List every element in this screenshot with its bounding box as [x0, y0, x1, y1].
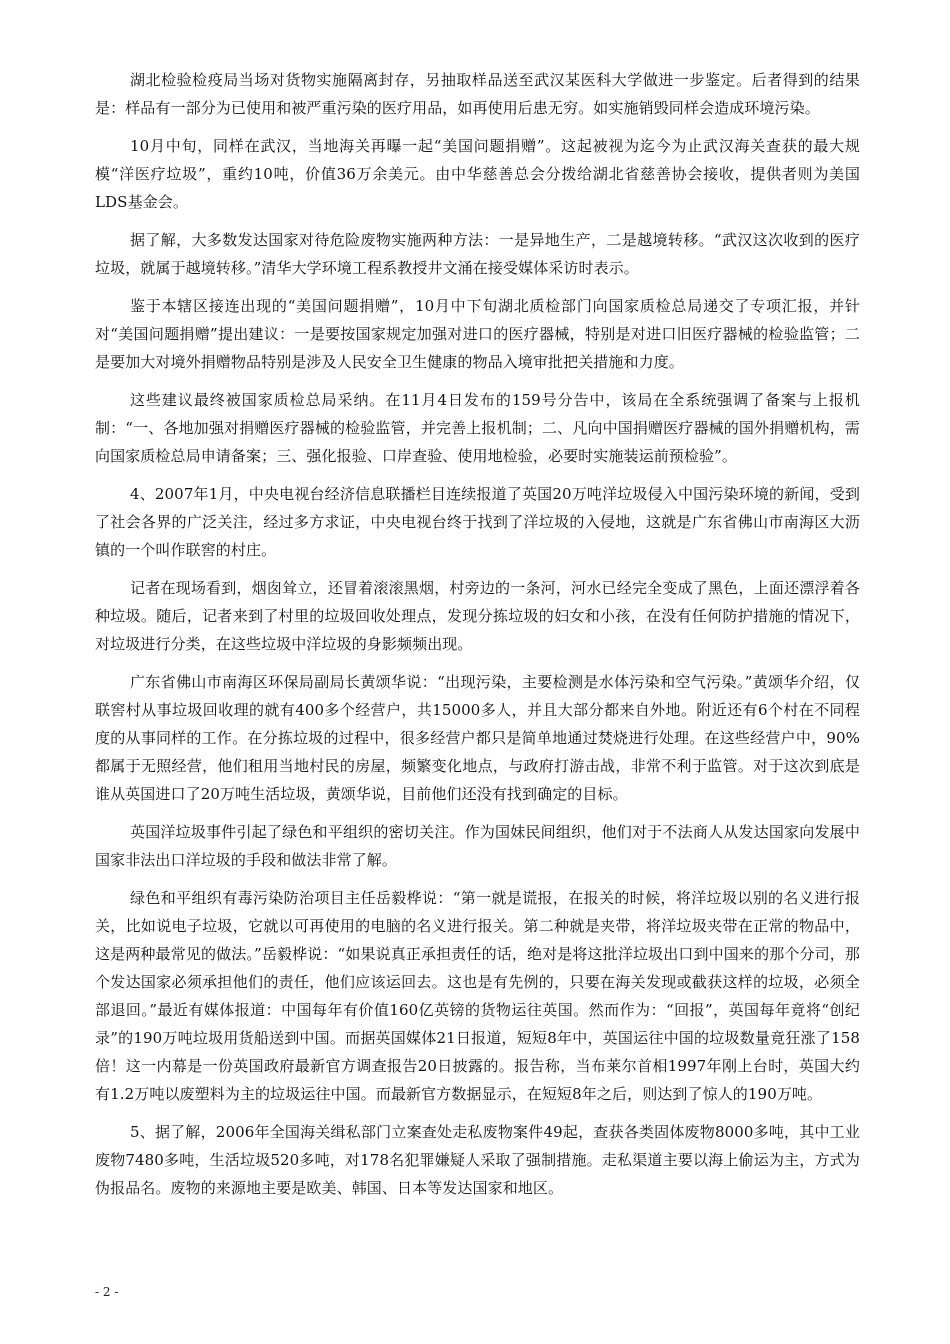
paragraph-2: 10月中旬，同样在武汉，当地海关再曝一起“美国问题捐赠”。这起被视为迄今为止武汉海关查获的最大规模“洋医疗垃圾”，重约10吨，价值36万余美元。由中华慈善总会分拨给湖北省慈善协会接收，提供者则为美国LDS基金会。	[95, 137, 860, 211]
paragraph-5: 这些建议最终被国家质检总局采纳。在11月4日发布的159号分告中，该局在全系统强调了备案与上报机制：“一、各地加强对捐赠医疗器械的检验监管，并完善上报机制；二、凡向中国捐赠医疗器械的国外捐赠机构，需向国家质检总局申请备案；三、强化报验、口岸查验、使用地检验，必要时实施装运前预检验”。	[95, 391, 860, 465]
paragraph-1: 湖北检验检疫局当场对货物实施隔离封存，另抽取样品送至武汉某医科大学做进一步鉴定。后者得到的结果是：样品有一部分为已使用和被严重污染的医疗用品，如再使用后患无穷。如实施销毁同样会造成环境污染。	[95, 71, 860, 117]
paragraph-3: 据了解，大多数发达国家对待危险废物实施两种方法：一是异地生产，二是越境转移。“武汉这次收到的医疗垃圾，就属于越境转移。”清华大学环境工程系教授井文涌在接受媒体采访时表示。	[95, 231, 860, 277]
page-number: - 2 -	[95, 1285, 119, 1299]
paragraph-9: 英国洋垃圾事件引起了绿色和平组织的密切关注。作为国妹民间组织，他们对于不法商人从发达国家向发展中国家非法出口洋垃圾的手段和做法非常了解。	[95, 823, 860, 869]
paragraph-6: 4、2007年1月，中央电视台经济信息联播栏目连续报道了英国20万吨洋垃圾侵入中国污染环境的新闻，受到了社会各界的广泛关注，经过多方求证，中央电视台终于找到了洋垃圾的入侵地，这就是广东省佛山市南海区大沥镇的一个叫作联窖的村庄。	[95, 485, 860, 559]
paragraph-4: 鉴于本辖区接连出现的“美国问题捐赠”，10月中下旬湖北质检部门向国家质检总局递交了专项汇报，并针对“美国问题捐赠”提出建议：一是要按国家规定加强对进口的医疗器械，特别是对进口旧医疗器械的检验监管；二是要加大对境外捐赠物品特别是涉及人民安全卫生健康的物品入境审批把关措施和力度。	[95, 297, 860, 371]
paragraph-7: 记者在现场看到，烟囱耸立，还冒着滚滚黑烟，村旁边的一条河，河水已经完全变成了黑色，上面还漂浮着各种垃圾。随后，记者来到了村里的垃圾回收处理点，发现分拣垃圾的妇女和小孩，在没有任何防护措施的情况下，对垃圾进行分类，在这些垃圾中洋垃圾的身影频频出现。	[95, 579, 860, 653]
paragraph-8: 广东省佛山市南海区环保局副局长黄颂华说：“出现污染，主要检测是水体污染和空气污染。”黄颂华介绍，仅联窖村从事垃圾回收理的就有400多个经营户，共15000多人，并且大部分都来自外地。附近还有6个村在不同程度的从事同样的工作。在分拣垃圾的过程中，很多经营户都只是简单地通过焚烧进行处理。在这些经营户中，90%都属于无照经营，他们租用当地村民的房屋，频繁变化地点，与政府打游击战，非常不利于监管。对于这次到底是谁从英国进口了20万吨生活垃圾，黄颂华说，目前他们还没有找到确定的目标。	[95, 673, 860, 803]
paragraph-11: 5、据了解，2006年全国海关缉私部门立案查处走私废物案件49起，查获各类固体废物8000多吨，其中工业废物7480多吨，生活垃圾520多吨，对178名犯罪嫌疑人采取了强制措施。走私渠道主要以海上偷运为主，方式为伪报品名。废物的来源地主要是欧美、韩国、日本等发达国家和地区。	[95, 1123, 860, 1197]
paragraph-10: 绿色和平组织有毒污染防治项目主任岳毅桦说：“第一就是谎报，在报关的时候，将洋垃圾以别的名义进行报关，比如说电子垃圾，它就以可再使用的电脑的名义进行报关。第二种就是夹带，将洋垃圾夹带在正常的物品中，这是两种最常见的做法。”岳毅桦说：“如果说真正承担责任的话，绝对是将这批洋垃圾出口到中国来的那个分司，那个发达国家必须承担他们的责任，他们应该运回去。这也是有先例的，只要在海关发现或截获这样的垃圾，必须全部退回。”最近有媒体报道：中国每年有价值160亿英镑的货物运往英国。然而作为：“回报”，英国每年竟将“创纪录”的190万吨垃圾用货船送到中国。而据英国媒体21日报道，短短8年中，英国运往中国的垃圾数量竟狂涨了158倍！这一内幕是一份英国政府最新官方调查报告20日披露的。报告称，当布莱尔首相1997年刚上台时，英国大约有1.2万吨以废塑料为主的垃圾运往中国。而最新官方数据显示，在短短8年之后，则达到了惊人的190万吨。	[95, 889, 860, 1103]
document-body	[95, 66, 860, 1212]
